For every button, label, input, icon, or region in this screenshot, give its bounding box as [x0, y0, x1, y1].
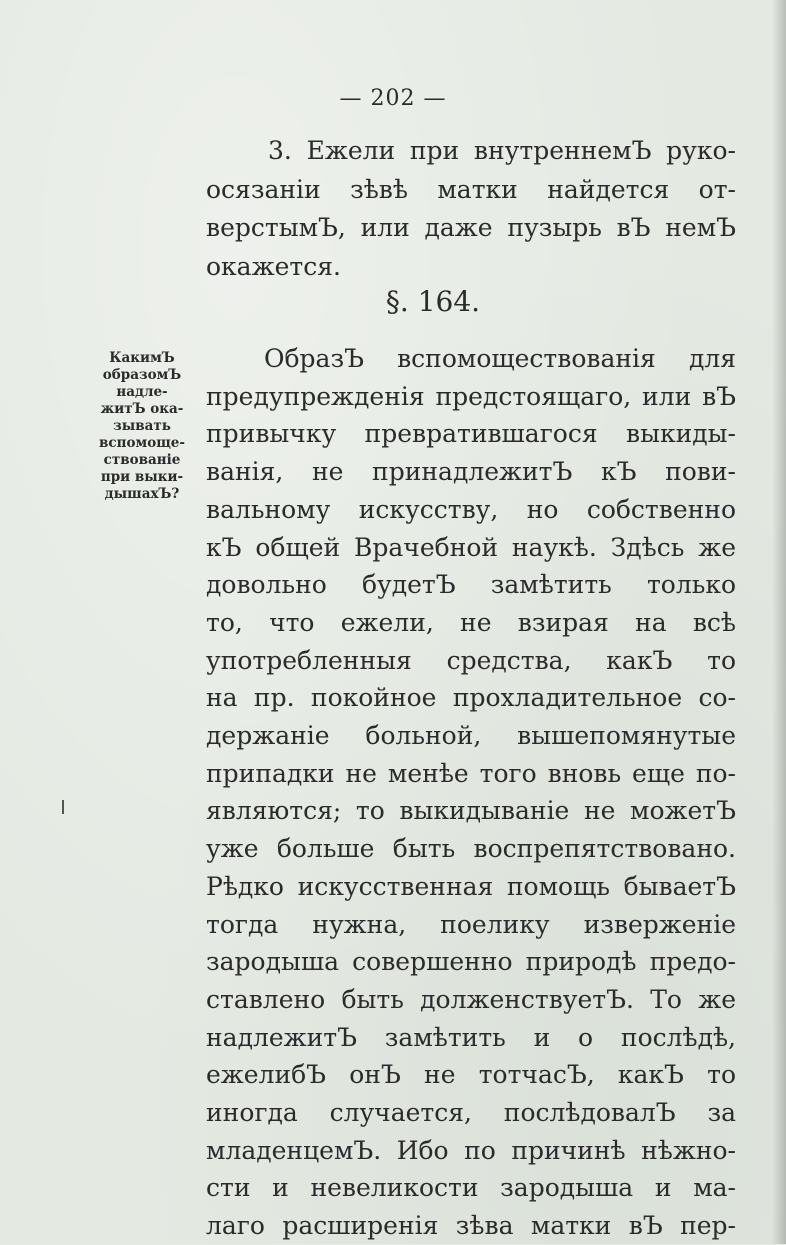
- text-line: довольно будетЪ замѣтить только: [206, 570, 736, 600]
- text-line: на пр. покойное прохладительное со-: [206, 683, 736, 713]
- text-line: вальному искусству, но собственно: [206, 494, 736, 524]
- main-paragraph: [206, 340, 736, 1245]
- text-line: привычку превратившагося выкиды-: [206, 419, 736, 449]
- text-line: Рѣдко искусственная помощь бываетЪ: [206, 871, 736, 901]
- text-line: ставлено быть долженствуетЪ. То же: [206, 984, 736, 1014]
- text-line: уже больше быть воспрепятствовано.: [206, 834, 736, 864]
- text-line: ОбразЪ вспомоществованія для: [264, 344, 736, 373]
- margin-note-line: надле-: [116, 384, 168, 400]
- margin-note-line: житЪ ока-: [100, 401, 184, 417]
- text-line: тогда нужна, поелику изверженіе: [206, 909, 736, 939]
- text-line: младенцемЪ. Ибо по причинѣ нѣжно-: [206, 1135, 736, 1165]
- text-line: надлежитЪ замѣтить и о послѣдѣ,: [206, 1022, 736, 1052]
- text-line: иногда случается, послѣдовалЪ за: [206, 1098, 736, 1128]
- text-line: осязаніи зѣвѣ матки найдется от-: [206, 174, 736, 204]
- margin-note-line: вспомоще-: [98, 435, 186, 451]
- margin-note-line: ствованіе: [103, 452, 181, 468]
- text-line: припадки не менѣе того вновь еще по-: [206, 758, 736, 788]
- margin-note-line: зывать: [113, 418, 171, 434]
- text-line: ежелибЪ онЪ не тотчасЪ, какЪ то: [206, 1060, 736, 1090]
- text-line: окажется.: [206, 251, 341, 281]
- text-line: употребленныя средства, какЪ то: [206, 645, 736, 675]
- margin-note: [82, 350, 202, 503]
- margin-note-line: КакимЪ: [109, 350, 175, 366]
- paragraph-item-3: [206, 132, 736, 286]
- margin-note-line: образомЪ: [102, 367, 182, 383]
- section-heading: §. 164.: [385, 285, 481, 318]
- text-line: сти и невеликости зародыша и ма-: [206, 1173, 736, 1203]
- text-line: 3. Ежели при внутреннемЪ руко-: [268, 136, 736, 165]
- text-line: верстымЪ, или даже пузырь вЪ немЪ: [206, 213, 736, 242]
- stray-ink-mark: [62, 800, 64, 814]
- text-line: держаніе больной, вышепомянутые: [206, 721, 736, 751]
- text-line: ванія, не принадлежитЪ кЪ пови-: [206, 457, 736, 487]
- margin-note-line: при выки-: [100, 469, 184, 485]
- text-line: кЪ общей Врачебной наукѣ. Здѣсь же: [206, 532, 736, 562]
- text-line: лаго расширенія зѣва матки вЪ пер-: [206, 1211, 736, 1241]
- page-edge-shadow: [772, 0, 786, 1244]
- text-line: то, что ежели, не взирая на всѣ: [206, 607, 736, 637]
- text-line: являются; то выкидываніе не можетЪ: [206, 796, 736, 826]
- page-number: — 202 —: [339, 86, 447, 111]
- text-line: зародыша совершенно природѣ предо-: [206, 947, 736, 977]
- margin-note-line: дышахЪ?: [104, 486, 180, 502]
- text-line: предупрежденія предстоящаго, или вЪ: [206, 381, 736, 411]
